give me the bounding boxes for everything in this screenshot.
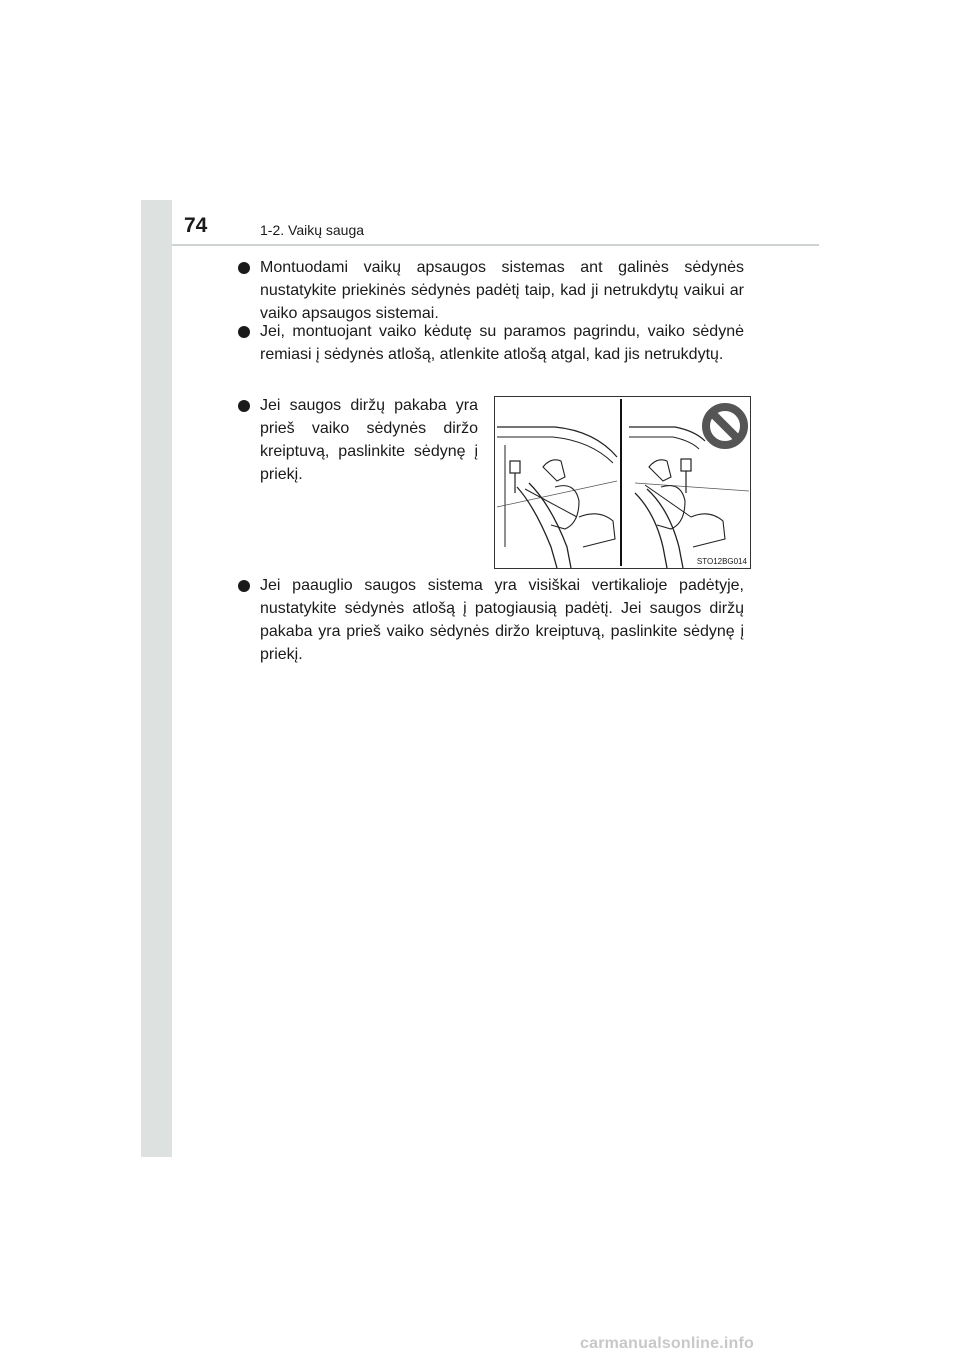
prohibition-icon [701, 402, 749, 450]
bullet-item [260, 320, 744, 366]
bullet-text: Jei, montuojant vaiko kėdutę su paramos pagrindu, vaiko sėdynė remiasi į sėdynės atlošą, atlenkite atlošą atgal, kad jis netrukdytų. [260, 323, 744, 363]
bullet-item [260, 574, 744, 666]
bullet-dot-icon [238, 262, 250, 274]
bullet-text: Jei saugos diržų pakaba yra prieš vaiko sėdynės diržo kreiptuvą, paslinkite sėdynę į priekį. [260, 397, 478, 483]
watermark: carmanualsonline.info [580, 1335, 755, 1352]
bullet-text: Montuodami vaikų apsaugos sistemas ant galinės sėdynės nustatykite priekinės sėdynės padėtį taip, kad ji netrukdytų vaikui ar vaiko apsaugos sistemai. [260, 259, 744, 322]
bullet-dot-icon [238, 580, 250, 592]
bullet-item [260, 394, 478, 486]
page-number: 74 [184, 214, 208, 237]
bullet-dot-icon [238, 400, 250, 412]
section-title: 1-2. Vaikų sauga [260, 222, 365, 238]
header-divider [172, 244, 819, 246]
bullet-text: Jei paauglio saugos sistema yra visiškai vertikalioje padėtyje, nustatykite sėdynės atlošą į patogiausią padėtį. Jei saugos diržų pakaba yra prieš vaiko sėdynės diržo kreiptuvą, paslinkite sėdynę į priekį. [260, 577, 744, 663]
bullet-dot-icon [238, 326, 250, 338]
bullet-item [260, 256, 744, 325]
side-strip [141, 200, 172, 1157]
seat-illustration [494, 396, 751, 569]
figure-code: STO12BG014 [696, 557, 747, 566]
